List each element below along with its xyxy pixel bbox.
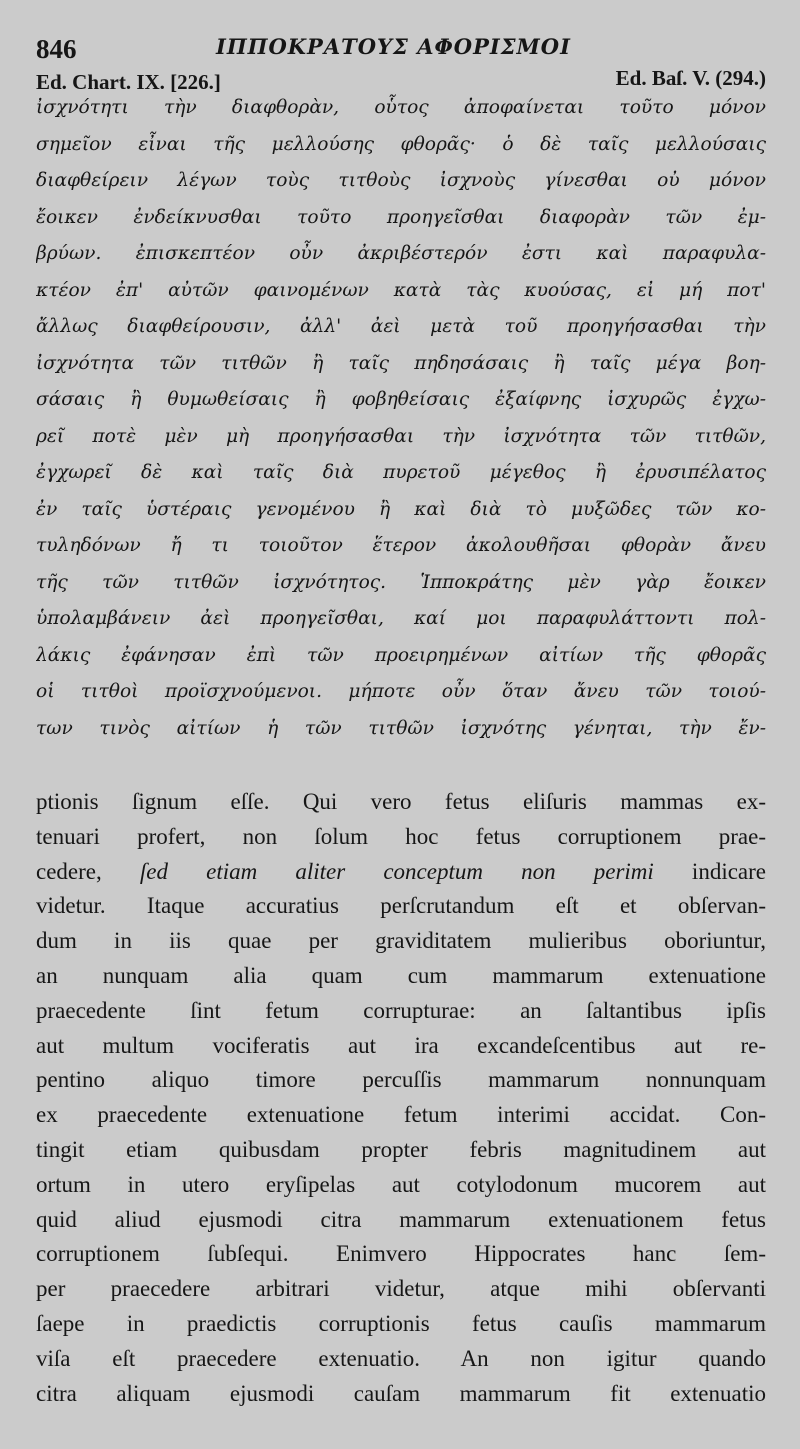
greek-line: διαφθείρειν λέγων τοὺς τιτθοὺς ἰσχνοὺς γίνεσθαι οὐ μόνον (36, 170, 766, 191)
latin-span: tenuari profert, non ſolum hoc fetus corruptionem prae- (36, 823, 766, 849)
greek-line: των τινὸς αἰτίων ἡ τῶν τιτθῶν ἰσχνότης γένηται, τὴν ἔν- (36, 717, 766, 739)
latin-span: per praecedere arbitrari videtur, atque mihi obſervanti (36, 1276, 766, 1302)
greek-line: κτέον ἐπ' αὐτῶν φαινομένων κατὰ τὰς κυούσας, εἰ μή ποτ' (36, 279, 766, 301)
running-head (36, 28, 766, 64)
column-gap (36, 747, 766, 785)
greek-line: ἐν ταῖς ὑστέραις γενομένου ἢ καὶ διὰ τὸ μυξῶδες τῶν κο- (36, 498, 766, 520)
latin-line (36, 1237, 766, 1272)
greek-line: σημεῖον εἶναι τῆς μελλούσης φθορᾶς· ὁ δὲ ταῖς μελλούσαις (36, 133, 766, 155)
latin-span: ptionis ſignum eſſe. Qui vero fetus eliſuris mammas ex- (36, 789, 766, 814)
latin-span: ortum in utero eryſipelas aut cotylodonum mucorem aut (36, 1171, 766, 1197)
greek-line: ἰσχνότητα τῶν τιτθῶν ἢ ταῖς πηδησάσαις ἢ ταῖς μέγα βοη- (36, 352, 766, 374)
latin-line (36, 1029, 766, 1064)
latin-span: indicare (653, 858, 766, 884)
latin-span: ex praecedente extenuatione fetum interimi accidat. Con- (36, 1102, 766, 1128)
greek-line: βρύων. ἐπισκεπτέον οὖν ἀκριβέστερόν ἐστι καὶ παραφυλα- (36, 243, 766, 264)
greek-line: ρεῖ ποτὲ μὲν μὴ προηγήσασθαι τὴν ἰσχνότητα τῶν τιτθῶν, (36, 425, 766, 447)
latin-line (36, 855, 766, 890)
latin-line (36, 785, 766, 820)
latin-line (36, 1342, 766, 1377)
greek-line: οἱ τιτθοὶ προϊσχνούμενοι. μήποτε οὖν ὅταν ἄνευ τῶν τοιού- (36, 681, 766, 702)
latin-text-block (36, 785, 766, 1411)
latin-span: an nunquam alia quam cum mammarum extenuatione (36, 962, 766, 988)
latin-span: pentino aliquo timore percuſſis mammarum nonnunquam (36, 1067, 766, 1093)
latin-line (36, 1307, 766, 1342)
greek-line: ὑπολαμβάνειν ἀεὶ προηγεῖσθαι, καί μοι παραφυλάττοντι πολ- (36, 608, 766, 629)
latin-line (36, 924, 766, 959)
latin-span: corruptionem ſubſequi. Enimvero Hippocrates hanc ſem- (36, 1241, 766, 1267)
greek-line: τῆς τῶν τιτθῶν ἰσχνότητος. Ἱπποκράτης μὲν γὰρ ἔοικεν (36, 571, 766, 593)
latin-line (36, 1168, 766, 1203)
edition-basel: Ed. Baſ. V. (294.) (615, 66, 766, 90)
greek-line: ἰσχνότητι τὴν διαφθορὰν, οὗτος ἀποφαίνεται τοῦτο μόνον (36, 97, 766, 118)
latin-span: citra aliquam ejusmodi cauſam mammarum fit extenuatio (36, 1380, 766, 1406)
latin-line (36, 1133, 766, 1168)
latin-line (36, 959, 766, 994)
latin-span: dum in iis quae per graviditatem mulieribus oboriuntur, (36, 928, 766, 954)
latin-line (36, 820, 766, 855)
latin-line (36, 1203, 766, 1238)
latin-span: videtur. Itaque accuratius perſcrutandum eſt et obſervan- (36, 893, 766, 919)
greek-line: ἔοικεν ἐνδείκνυσθαι τοῦτο προηγεῖσθαι διαφορὰν τῶν ἐμ- (36, 206, 766, 228)
edition-line (36, 64, 766, 94)
latin-line (36, 1377, 766, 1412)
greek-line: σάσαις ἢ θυμωθείσαις ἢ φοβηθείσαις ἐξαίφνης ἰσχυρῶς ἐγχω- (36, 389, 766, 410)
latin-span: viſa eſt praecedere extenuatio. An non igitur quando (36, 1345, 766, 1371)
latin-line (36, 1272, 766, 1307)
latin-span: cedere, (36, 858, 140, 884)
latin-span: ſaepe in praedictis corruptionis fetus cauſis mammarum (36, 1310, 766, 1336)
latin-line (36, 1063, 766, 1098)
page-number: 846 (36, 34, 77, 64)
latin-line (36, 994, 766, 1029)
latin-line (36, 889, 766, 924)
latin-line (36, 1098, 766, 1133)
greek-text-block (36, 90, 766, 747)
latin-span: aut multum vociferatis aut ira excandeſcentibus aut re- (36, 1032, 766, 1058)
latin-span: quid aliud ejusmodi citra mammarum extenuationem fetus (36, 1206, 766, 1232)
greek-line: τυληδόνων ἤ τι τοιοῦτον ἕτερον ἀκολουθῆσαι φθορὰν ἄνευ (36, 535, 766, 556)
latin-italic-span: ſed etiam aliter conceptum non perimi (139, 858, 654, 884)
latin-span: tingit etiam quibusdam propter febris magnitudinem aut (36, 1136, 766, 1162)
edition-chartier: Ed. Chart. IX. [226.] (36, 70, 221, 94)
greek-line: ἐγχωρεῖ δὲ καὶ ταῖς διὰ πυρετοῦ μέγεθος ἢ ἐρυσιπέλατος (36, 462, 766, 483)
running-title: ΙΠΠΟΚΡΑΤΟΥΣ ΑΦΟΡΙΣΜΟΙ (216, 34, 571, 59)
greek-line: λάκις ἐφάνησαν ἐπὶ τῶν προειρημένων αἰτίων τῆς φθορᾶς (36, 644, 766, 666)
greek-line: ἄλλως διαφθείρουσιν, ἀλλ' ἀεὶ μετὰ τοῦ προηγήσασθαι τὴν (36, 316, 766, 337)
latin-span: praecedente ſint fetum corrupturae: an ſaltantibus ipſis (36, 997, 766, 1023)
